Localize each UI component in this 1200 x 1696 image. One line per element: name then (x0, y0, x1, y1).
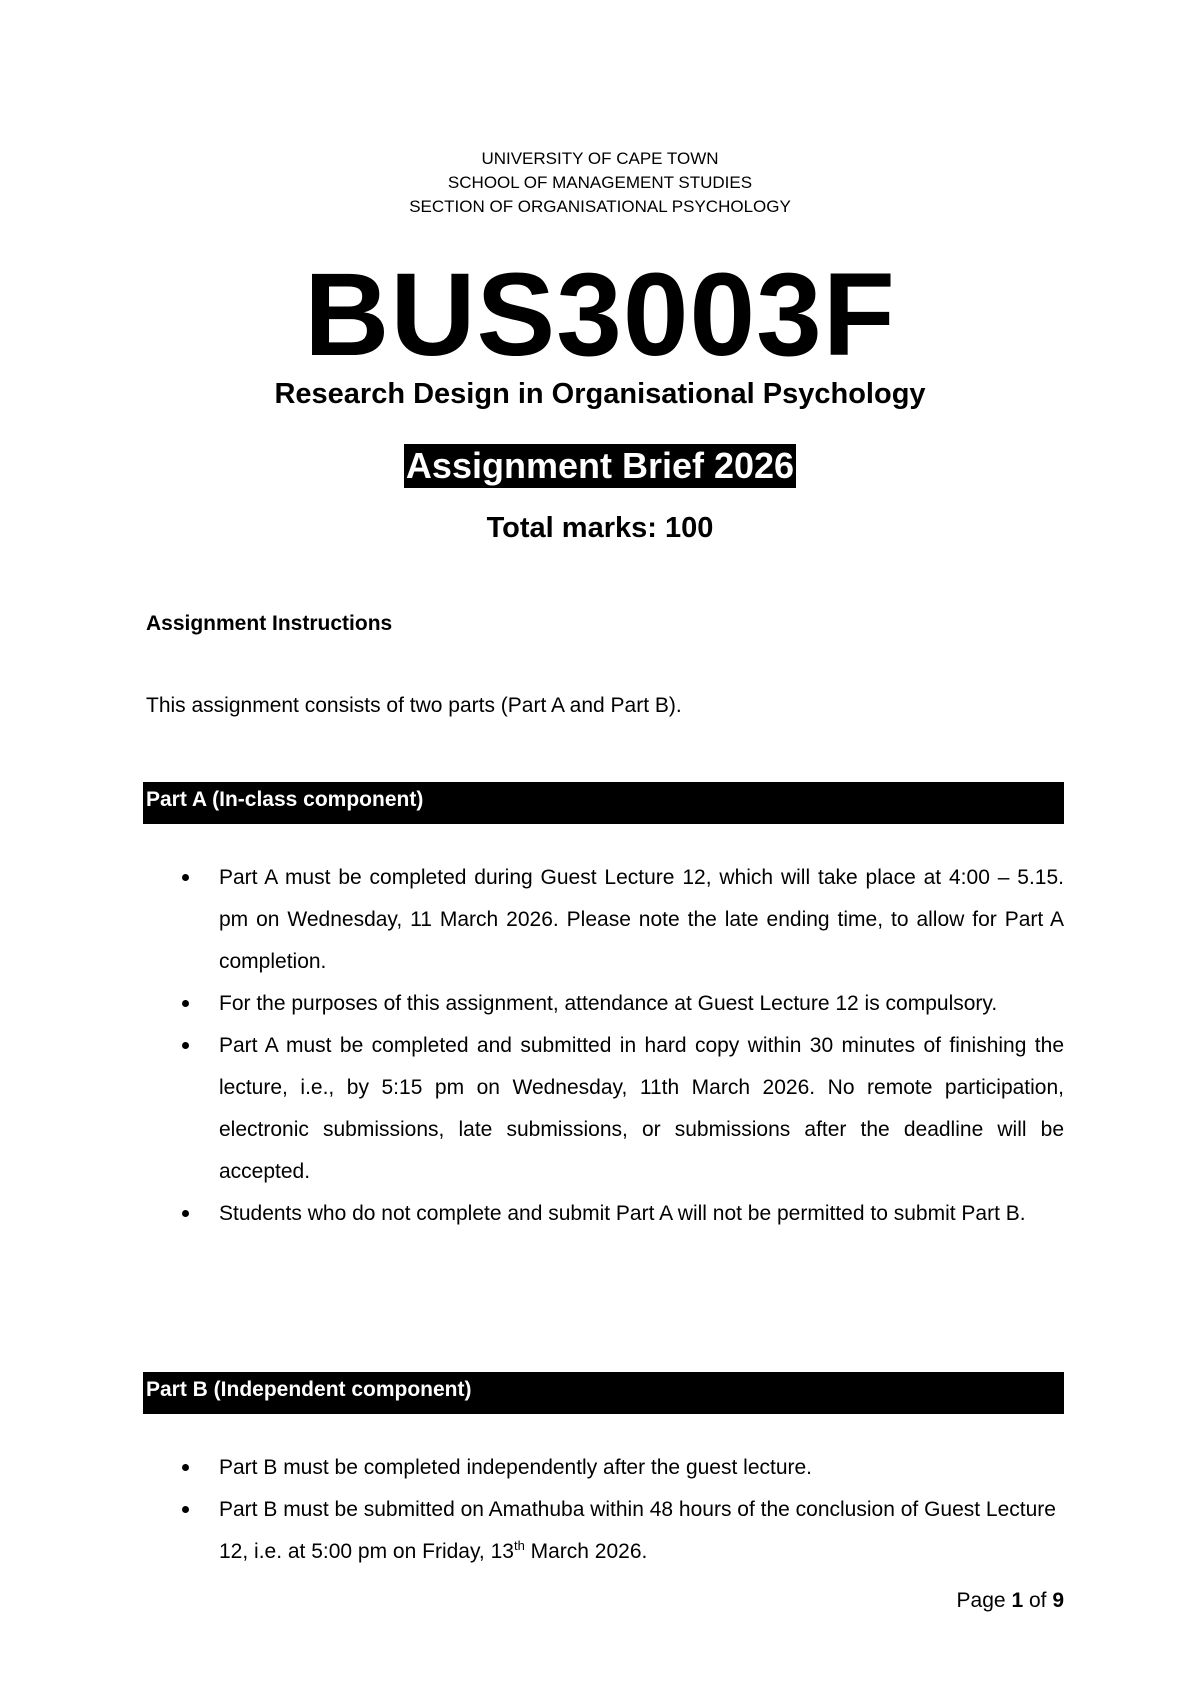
total-marks: Total marks: 100 (486, 512, 714, 544)
list-item (146, 1489, 1064, 1573)
page-total: 9 (1052, 1589, 1064, 1612)
list-item-text: Part A must be completed during Guest Lecture 12, which will take place at 4:00 – 5.15. pm on Wednesday, 11 March 2026. Please note the late ending time, to allow for Part A completion. (219, 866, 1064, 973)
page-number (957, 1589, 1064, 1613)
bullet-icon (182, 874, 189, 881)
course-code: BUS3003F (304, 249, 896, 381)
list-item (146, 983, 1064, 1025)
bullet-icon (182, 1210, 189, 1217)
page-current: 1 (1011, 1589, 1024, 1612)
instructions-heading: Assignment Instructions (146, 612, 393, 635)
part-a-list (146, 857, 1064, 1235)
list-item (146, 1447, 1064, 1489)
list-item (146, 857, 1064, 983)
brief-title-wrap (0, 444, 1200, 488)
brief-title: Assignment Brief 2026 (405, 445, 795, 486)
section-name: SECTION OF ORGANISATIONAL PSYCHOLOGY (409, 197, 791, 216)
part-b-list (146, 1447, 1064, 1573)
part-b-heading: Part B (Independent component) (143, 1372, 1064, 1414)
bullet-icon (182, 1464, 189, 1471)
of-label: of (1023, 1589, 1053, 1612)
list-item (146, 1025, 1064, 1193)
course-title: Research Design in Organisational Psychology (274, 378, 926, 410)
bullet-icon (182, 1042, 189, 1049)
list-item (146, 1193, 1064, 1235)
part-a-heading: Part A (In-class component) (143, 782, 1064, 824)
university-name: UNIVERSITY OF CAPE TOWN (481, 149, 719, 168)
list-item-text: For the purposes of this assignment, attendance at Guest Lecture 12 is compulsory. (219, 992, 998, 1015)
institution-header (0, 147, 1200, 219)
list-item-text-end: March 2026. (524, 1540, 648, 1563)
page-label: Page (956, 1589, 1012, 1612)
list-item-text: Part B must be completed independently after the guest lecture. (219, 1456, 813, 1479)
list-item-text: Students who do not complete and submit Part A will not be permitted to submit Part B. (219, 1202, 1026, 1225)
bullet-icon (182, 1506, 189, 1513)
ordinal-suffix: th (513, 1538, 525, 1553)
list-item-text: Part B must be submitted on Amathuba within 48 hours of the conclusion of Guest Lecture 12, i.e. at 5:00 pm on Friday, 13 (219, 1498, 1056, 1563)
bullet-icon (182, 1000, 189, 1007)
school-name: SCHOOL OF MANAGEMENT STUDIES (447, 173, 753, 192)
list-item-text: Part A must be completed and submitted in hard copy within 30 minutes of finishing the lecture, i.e., by 5:15 pm on Wednesday, 11th March 2026. No remote participation, electronic submissions, late submissions, or submissions after the deadline will be accepted. (219, 1034, 1064, 1183)
instructions-intro: This assignment consists of two parts (Part A and Part B). (146, 694, 682, 717)
